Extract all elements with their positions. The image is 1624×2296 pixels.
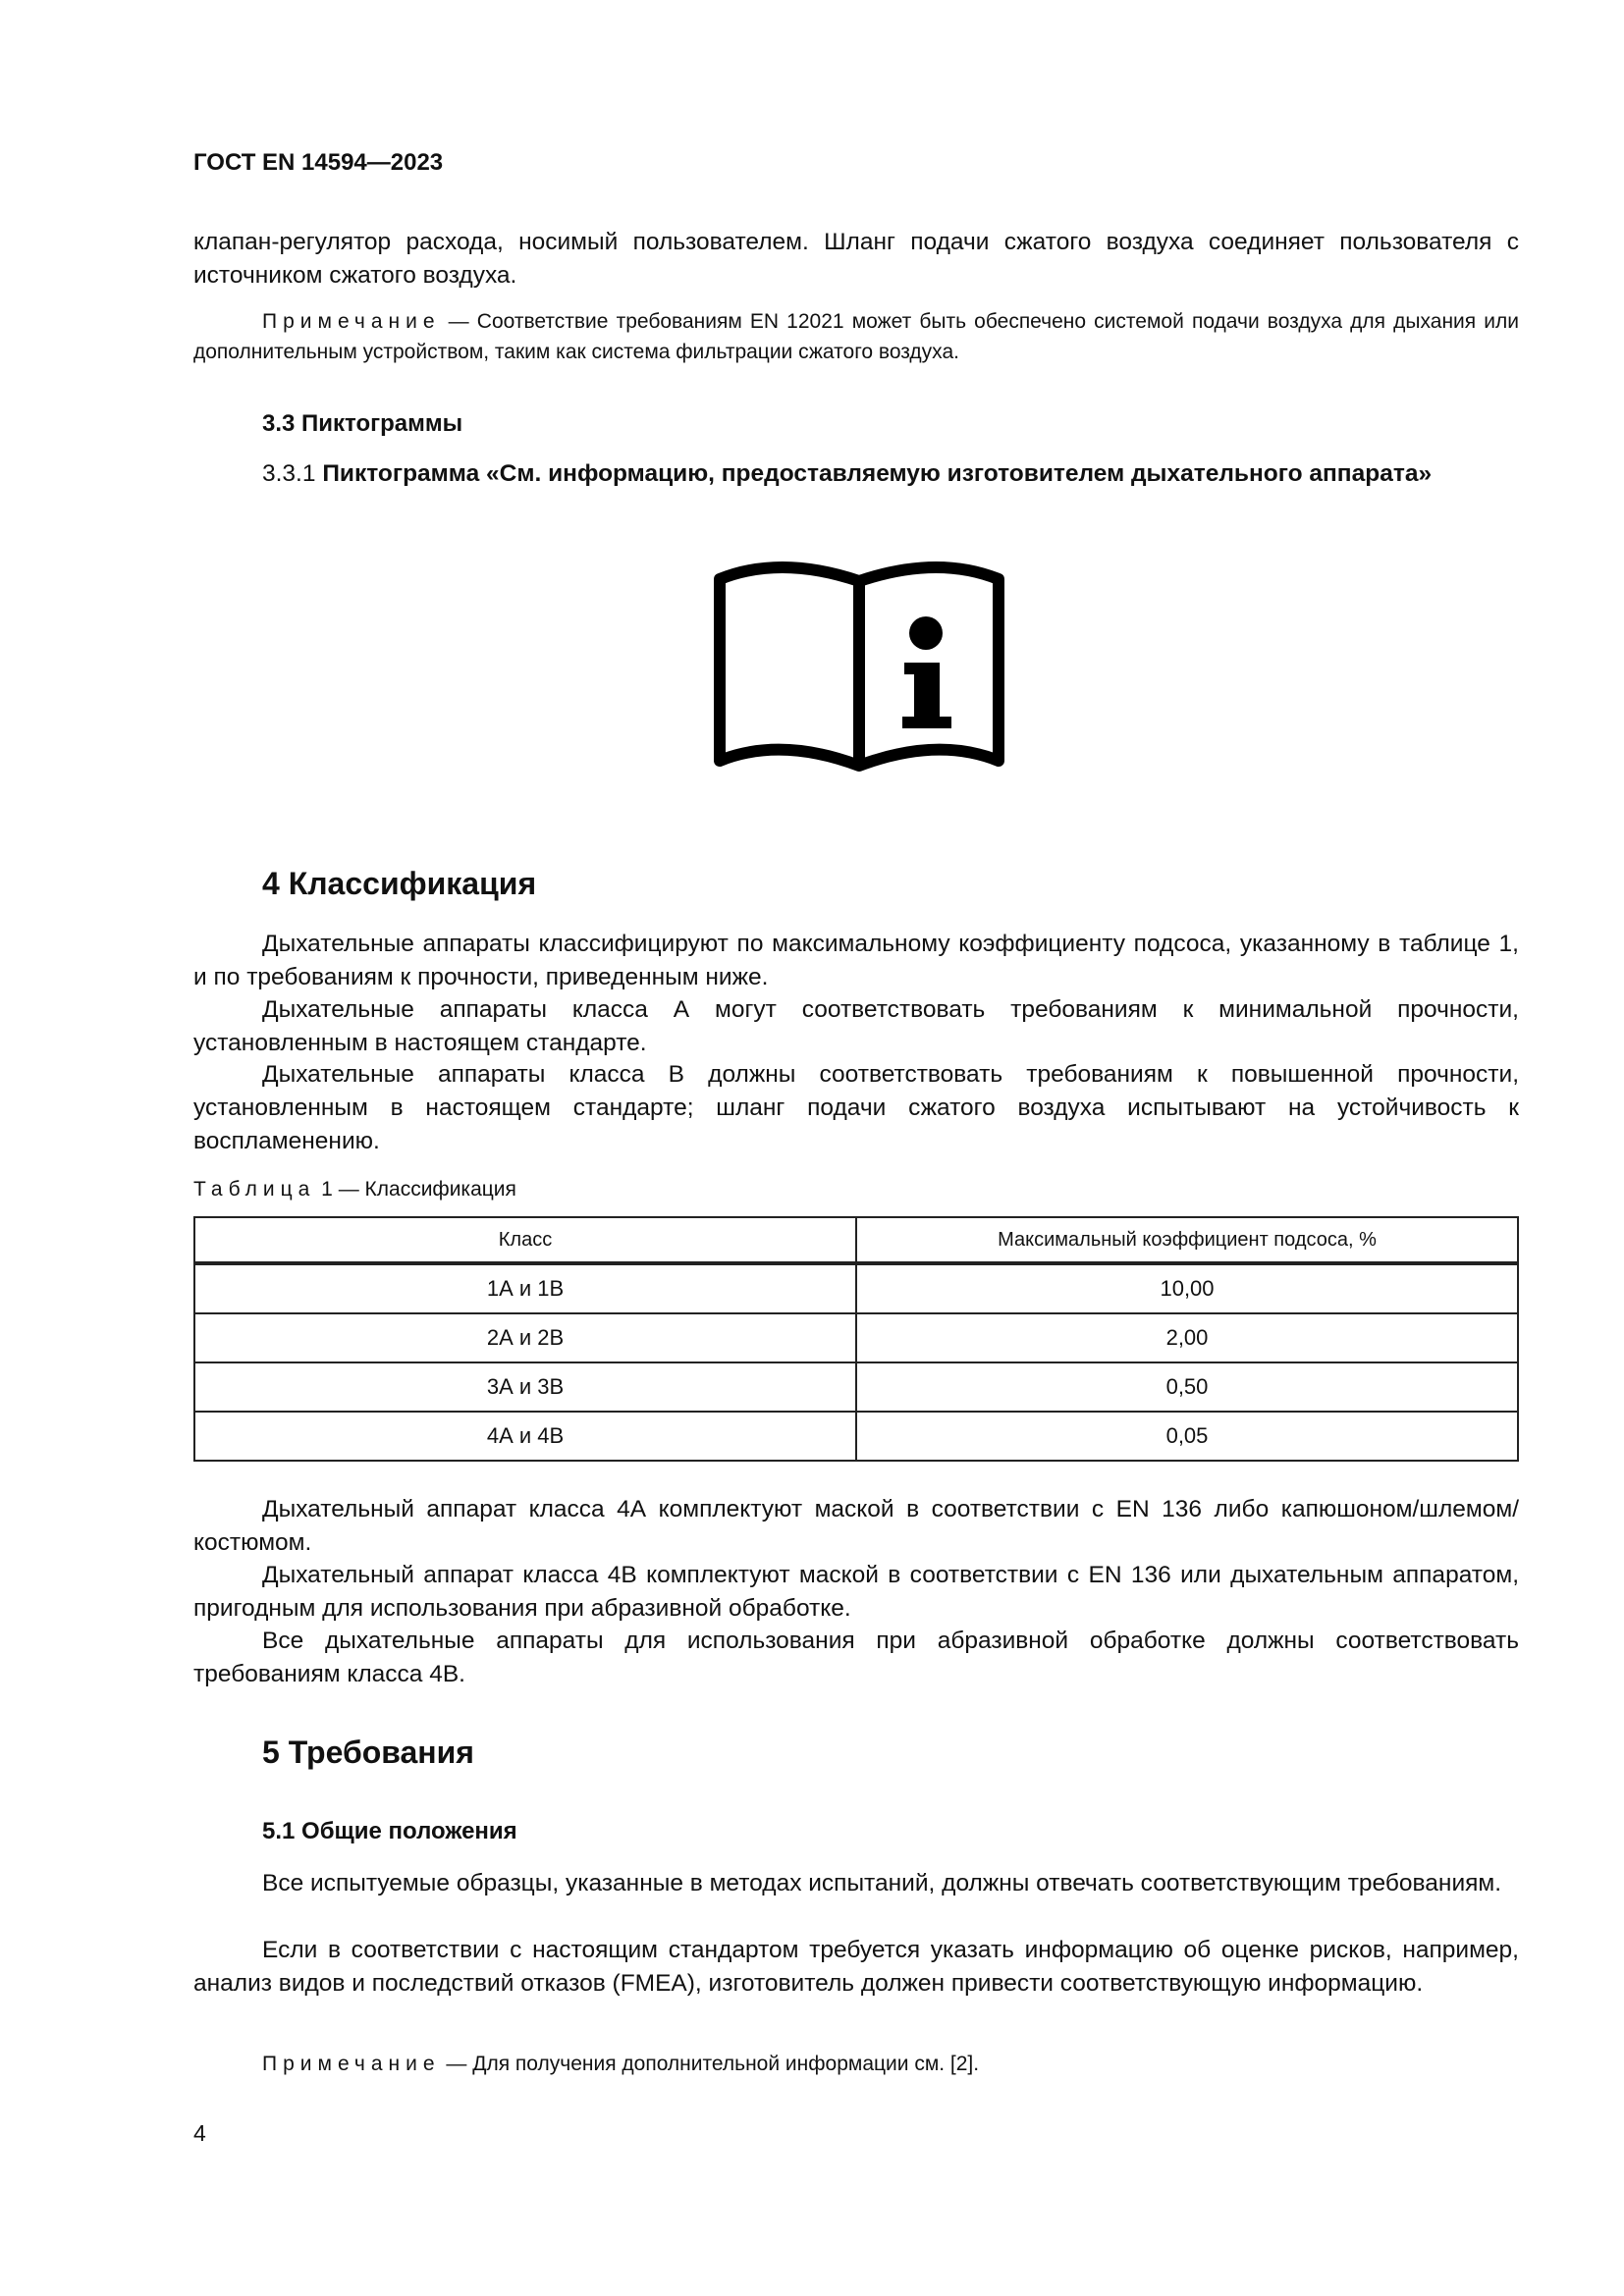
section-5-1-title: 5.1 Общие положения <box>262 1818 517 1844</box>
section-5-note <box>193 2049 1519 2079</box>
table-caption-text: 1 — Классификация <box>315 1178 516 1201</box>
section-4-paragraph-5: Дыхательный аппарат класса 4В комплектуют маской в соответствии с EN 136 или дыхательным аппаратом, пригодным для использования при абразивной обработке. <box>193 1562 1519 1622</box>
note-label: Примечание <box>262 310 441 333</box>
note-label: Примечание <box>262 2053 441 2075</box>
section-3-3-title: 3.3 Пиктограммы <box>262 410 463 437</box>
table-cell: 0,50 <box>856 1362 1518 1412</box>
table-cell: 10,00 <box>856 1263 1518 1313</box>
item-number: 3.3.1 <box>262 460 323 487</box>
section-5-paragraph-1: Все испытуемые образцы, указанные в методах испытаний, должны отвечать соответствующим требованиям. <box>262 1870 1502 1896</box>
table-header-cell: Максимальный коэффициент подсоса, % <box>856 1217 1518 1263</box>
section-5-title: 5 Требования <box>262 1735 474 1770</box>
section-4-paragraph-4: Дыхательный аппарат класса 4А комплектуют маской в соответствии с EN 136 либо капюшоном/шлемом/костюмом. <box>193 1496 1519 1556</box>
table-header-cell: Класс <box>194 1217 856 1263</box>
table-label: Таблица <box>193 1178 316 1201</box>
table-row <box>194 1263 1518 1313</box>
table-row <box>194 1362 1518 1412</box>
section-5-paragraph-2: Если в соответствии с настоящим стандартом требуется указать информацию об оценке рисков, например, анализ видов и последствий отказов (FMEA), изготовитель должен привести соответствующую информацию. <box>193 1937 1519 1997</box>
note-text: — Соответствие требованиям EN 12021 может быть обеспечено системой подачи воздуха для дыхания или дополнительным устройством, таким как система фильтрации сжатого воздуха. <box>193 310 1519 363</box>
table-cell: 0,05 <box>856 1412 1518 1461</box>
document-id-header: ГОСТ EN 14594—2023 <box>193 149 444 176</box>
section-4-paragraph-6: Все дыхательные аппараты для использования при абразивной обработке должны соответствовать требованиям класса 4В. <box>193 1628 1519 1687</box>
table-cell: 3А и 3В <box>194 1362 856 1412</box>
intro-note <box>193 306 1519 367</box>
pictogram-item <box>193 457 1519 491</box>
table-header-row <box>194 1217 1518 1263</box>
table-cell: 2,00 <box>856 1313 1518 1362</box>
section-4-paragraph-3: Дыхательные аппараты класса В должны соответствовать требованиям к повышенной прочности, установленным в настоящем стандарте; шланг подачи сжатого воздуха испытывают на устойчивость к воспламенению. <box>193 1061 1519 1154</box>
table-row <box>194 1412 1518 1461</box>
intro-paragraph: клапан-регулятор расхода, носимый пользователем. Шланг подачи сжатого воздуха соединяет пользователя с источником сжатого воздуха. <box>193 229 1519 289</box>
page-number: 4 <box>193 2120 206 2146</box>
item-title: Пиктограмма «См. информацию, предоставляемую изготовителем дыхательного аппарата» <box>322 460 1433 487</box>
table-cell: 4А и 4В <box>194 1412 856 1461</box>
table-cell: 2А и 2В <box>194 1313 856 1362</box>
note-text: — Для получения дополнительной информации см. [2]. <box>440 2053 980 2075</box>
table-caption <box>193 1174 516 1204</box>
section-4-paragraph-2: Дыхательные аппараты класса А могут соответствовать требованиям к минимальной прочности, установленным в настоящем стандарте. <box>193 996 1519 1056</box>
section-4-paragraph-1: Дыхательные аппараты классифицируют по максимальному коэффициенту подсоса, указанному в таблице 1, и по требованиям к прочности, приведенным ниже. <box>193 931 1519 990</box>
table-cell: 1А и 1В <box>194 1263 856 1313</box>
classification-table <box>193 1216 1519 1462</box>
section-4-title: 4 Классификация <box>262 866 537 901</box>
table-row <box>194 1313 1518 1362</box>
see-manual-info-icon <box>712 560 1006 780</box>
